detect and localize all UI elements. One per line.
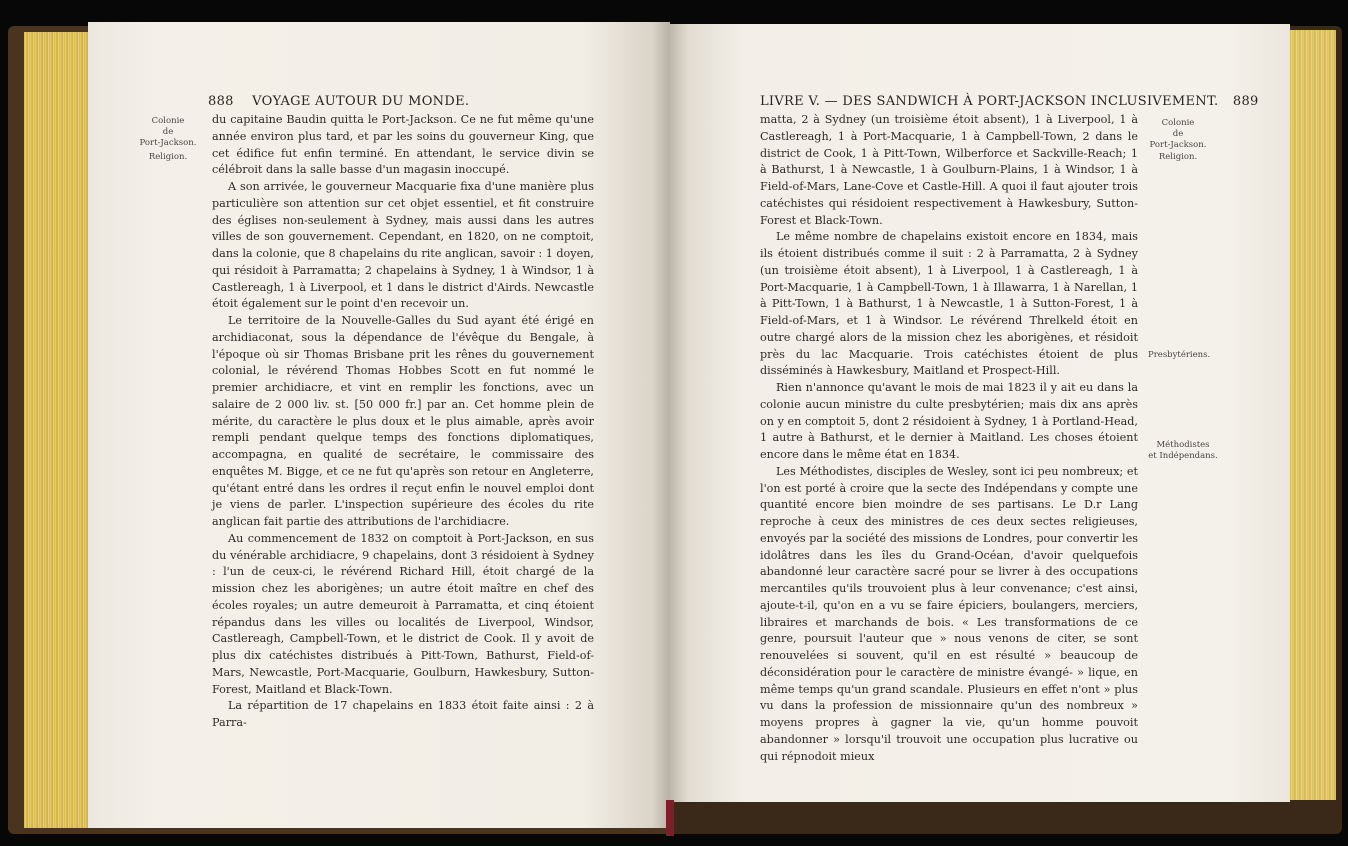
right-page-text <box>760 112 1138 765</box>
margin-note-line: de <box>162 127 174 137</box>
margin-note-line: Colonie <box>151 116 185 126</box>
right-paragraph-4: Les Méthodistes, disciples de Wesley, sont ici peu nombreux; et l'on est porté à croire que la secte des Indépendans y compte une quantité encore bien moindre de ses partisans. Le D.r Lang reproche à ceux des ministres de ces deux sectes religieuses, envoyés par la société des missions de Londres, pour convertir les idolâtres dans les îles du Grand-Océan, d'avoir quelquefois abandonné leur caractère sacré pour se livrer à des occupations mercantiles qu'ils trouvoient plus à leur convenance; c'est ainsi, ajoute-t-il, qu'on en a vu se faire épiciers, boulangers, merciers, libraires et marchands de bois. « Les transformations de ce genre, poursuit l'auteur que » nous venons de citer, se sont renouvelées si souvent, qu'il en est résulté » beaucoup de déconsidération pour le caractère de ministre évangé- » lique, en même temps qu'un grand scandale. Plusieurs en effet n'ont » plus vu dans la profession de missionnaire qu'un des nombreux » moyens propres à gagner la vie, qu'un homme pouvoit abandonner » lorsqu'il trouvoit une occupation plus lucrative ou qui répnodoit mieux <box>760 464 1138 763</box>
right-paragraph-2: Le même nombre de chapelains existoit encore en 1834, mais ils étoient distribués comme il suit : 2 à Parramatta, 2 à Sydney (un troisième étoit absent), 1 à Liverpool, 1 à Castlereagh, 1 à Port-Macquarie, 1 à Campbell-Town, 1 à Illawarra, 1 à Narellan, 1 à Pitt-Town, 1 à Bathurst, 1 à Newcastle, 1 à Sutton-Forest, 1 à Field-of-Mars, et 1 à Windsor. Le révérend Threlkeld étoit en outre chargé alors de la mission chez les aborigènes, et résidoit près du lac Macquarie. Trois catéchistes étoient de plus disséminés à Hawkesbury, Maitland et Prospect-Hill. <box>760 230 1138 378</box>
right-margin-note-methodistes <box>1148 440 1218 462</box>
right-margin-note-colonie <box>1148 118 1208 151</box>
left-paragraph-4: Au commencement de 1832 on comptoit à Port-Jackson, en sus du vénérable archidiacre, 9 chapelains, dont 3 résidoient à Sydney : l'un de ceux-ci, le révérend Richard Hill, étoit chargé de la mission chez les aborigènes; un autre étoit maître en chef des écoles royales; un autre demeuroit à Parramatta, et cinq étoient répandus dans les villes ou localités de Liverpool, Windsor, Castlereagh, Campbell-Town, et le district de Cook. Il y avoit de plus dix catéchistes distribués à Pitt-Town, Bathurst, Field-of-Mars, Newcastle, Port-Macquarie, Goulburn, Hawkesbury, Sutton-Forest, Maitland et Black-Town. <box>212 531 594 696</box>
margin-note-line: Colonie <box>1161 118 1195 128</box>
margin-note-line: de <box>1172 129 1184 139</box>
left-margin-note-religion <box>138 152 198 163</box>
left-paragraph-2: A son arrivée, le gouverneur Macquarie fixa d'une manière plus particulière son attention sur cet objet essentiel, et fit construire des églises non-seulement à Sydney, mais aussi dans les autres villes de son gouvernement. Cependant, en 1820, on ne comptoit, dans la colonie, que 8 chapelains du rite anglican, savoir : 1 doyen, qui résidoit à Parramatta; 2 chapelains à Sydney, 1 à Windsor, 1 à Castlereagh, 1 à Liverpool, et 1 dans le district d'Airds. Newcastle étoit également sur le point d'en recevoir un. <box>212 180 594 311</box>
right-margin-note-presbyteriens <box>1148 350 1211 361</box>
right-running-head <box>760 94 1259 109</box>
margin-note-line: Port-Jackson. <box>1149 140 1207 150</box>
bookmark-ribbon <box>666 800 674 836</box>
left-paragraph-1: du capitaine Baudin quitta le Port-Jackson. Ce ne fut même qu'une année environ plus tard, et par les soins du gouverneur King, que cet édifice fut enfin terminé. En attendant, le service divin se célébroit dans la salle basse d'un magasin inoccupé. <box>212 113 594 177</box>
left-page-number: 888 <box>208 94 234 109</box>
left-margin-note-colonie <box>138 116 198 149</box>
left-running-title: VOYAGE AUTOUR DU MONDE. <box>252 94 470 109</box>
right-paragraph-3: Rien n'annonce qu'avant le mois de mai 1823 il y ait eu dans la colonie aucun ministre du culte presbytérien; mais dix ans après on y en comptoit 5, dont 2 résidoient à Sydney, 1 à Portland-Head, 1 autre à Bathurst, et le dernier à Maitland. Les choses étoient encore dans le même état en 1834. <box>760 381 1138 461</box>
left-page-text <box>212 112 594 732</box>
left-paragraph-5: La répartition de 17 chapelains en 1833 étoit faite ainsi : 2 à Parra- <box>212 699 594 729</box>
margin-note-line: Religion. <box>1158 152 1198 162</box>
right-margin-note-religion <box>1148 152 1208 163</box>
left-running-head <box>208 94 469 109</box>
left-paragraph-3: Le territoire de la Nouvelle-Galles du Sud ayant été érigé en archidiaconat, sous la dépendance de l'évêque du Bengale, à l'époque où sir Thomas Brisbane prit les rênes du gouvernement colonial, le révérend Thomas Hobbes Scott en fut nommé le premier archidiacre, et vint en remplir les fonctions, avec un salaire de 2 000 liv. st. [50 000 fr.] par an. Cet homme plein de mérite, du caractère le plus doux et le plus aimable, après avoir rempli pendant quelque temps des fonctions diplomatiques, accompagna, en qualité de secrétaire, le commissaire des enquêtes M. Bigge, et ce ne fut qu'après son retour en Angleterre, qu'étant entré dans les ordres il reçut enfin le nouvel emploi dont je viens de parler. L'inspection supérieure des écoles du rite anglican fait partie des attributions de l'archidiacre. <box>212 314 594 528</box>
margin-note-line: Presbytériens. <box>1148 350 1211 360</box>
margin-note-line: Religion. <box>148 152 188 162</box>
right-page-number: 889 <box>1232 94 1259 109</box>
right-running-title: LIVRE V. — DES SANDWICH À PORT-JACKSON INCLUSIVEMENT. <box>760 94 1219 109</box>
right-paragraph-1: matta, 2 à Sydney (un troisième étoit absent), 1 à Liverpool, 1 à Castlereagh, 1 à Port-Macquarie, 1 à Campbell-Town, 2 dans le district de Cook, 1 à Pitt-Town, Wilberforce et Sackville-Reach; 1 à Bathurst, 1 à Newcastle, 1 à Goulburn-Plains, 1 à Windsor, 1 à Field-of-Mars, Lane-Cove et Castle-Hill. A quoi il faut ajouter trois catéchistes qui résidoient respectivement à Hawkesbury, Sutton-Forest et Black-Town. <box>760 113 1138 227</box>
margin-note-line: Méthodistes <box>1156 440 1210 450</box>
margin-note-line: Port-Jackson. <box>139 138 197 148</box>
margin-note-line: et Indépendans. <box>1148 451 1218 461</box>
